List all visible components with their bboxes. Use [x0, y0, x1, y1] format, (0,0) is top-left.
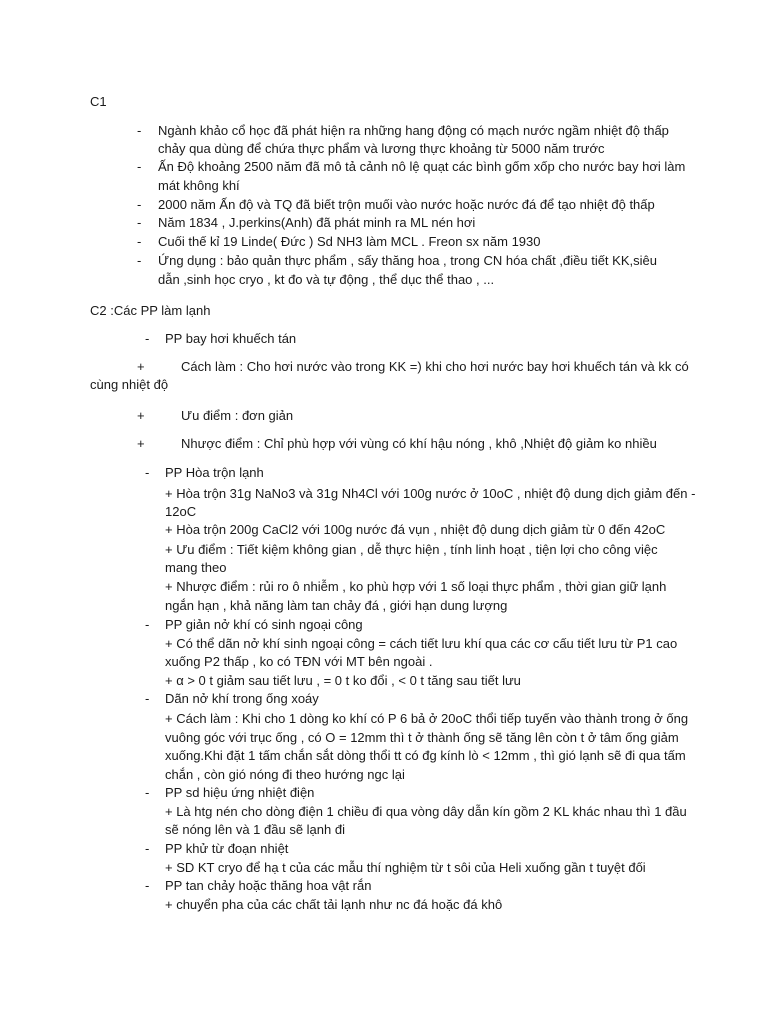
plus-marker: +: [137, 408, 145, 423]
method-line: + α > 0 t giảm sau tiết lưu , = 0 t ko đổi , < 0 t tăng sau tiết lưu: [165, 673, 521, 688]
bullet-marker: -: [145, 465, 150, 480]
method-line: + Ưu điểm : Tiết kiệm không gian , dễ thực hiện , tính linh hoạt , tiện lợi cho công việc: [165, 542, 658, 557]
c1-item-line: Năm 1834 , J.perkins(Anh) đã phát minh ra ML nén hơi: [158, 215, 476, 230]
bullet-marker: -: [137, 215, 142, 230]
c1-item-line: Ứng dụng : bảo quản thực phẩm , sấy thăng hoa , trong CN hóa chất ,điều tiết KK,siêu: [158, 253, 657, 268]
bullet-marker: -: [145, 878, 150, 893]
point-line: Cách làm : Cho hơi nước vào trong KK =) khi cho hơi nước bay hơi khuếch tán và kk có: [181, 359, 689, 374]
point-line: cùng nhiệt độ: [90, 377, 169, 392]
bullet-marker: -: [145, 617, 150, 632]
c1-item-line: Ấn Độ khoảng 2500 năm đã mô tả cảnh nô lệ quạt các bình gốm xốp cho nước bay hơi làm: [158, 159, 686, 174]
method-line: ngắn hạn , khả năng làm tan chảy đá , giới hạn dung lượng: [165, 598, 508, 613]
c1-item-line: dẫn ,sinh học cryo , kt đo và tự động , thể dục thể thao , ...: [158, 272, 495, 287]
bullet-marker: -: [145, 331, 150, 346]
method-line: vuông góc với trục ống , có O = 12mm thì t ở thành ống sẽ tăng lên còn t ở tâm ống giảm: [165, 730, 679, 745]
method-title: Dãn nở khí trong ống xoáy: [165, 691, 319, 706]
method-title: PP sd hiệu ứng nhiệt điện: [165, 785, 315, 800]
method-line: chắn , còn gió nóng đi theo hướng ngc lại: [165, 767, 405, 782]
method-line: + SD KT cryo để hạ t của các mẫu thí nghiệm từ t sôi của Heli xuống gần t tuyệt đối: [165, 860, 646, 875]
bullet-marker: -: [137, 234, 142, 249]
plus-marker: +: [137, 359, 145, 374]
bullet-marker: -: [137, 253, 142, 268]
method-line: + Hòa trộn 31g NaNo3 và 31g Nh4Cl với 100g nước ở 10oC , nhiệt độ dung dịch giảm đến -: [165, 486, 696, 501]
c1-item-line: mát không khí: [158, 178, 240, 193]
method-title: PP bay hơi khuếch tán: [165, 331, 297, 346]
bullet-marker: -: [145, 785, 150, 800]
c2-heading: C2 :Các PP làm lạnh: [90, 303, 211, 318]
bullet-marker: -: [145, 691, 150, 706]
method-line: + chuyển pha của các chất tải lạnh như nc đá hoặc đá khô: [165, 897, 503, 912]
method-line: mang theo: [165, 560, 227, 575]
c1-item-line: Ngành khảo cổ học đã phát hiện ra những hang động có mạch nước ngầm nhiệt độ thấp: [158, 123, 669, 138]
method-line: + Cách làm : Khi cho 1 dòng ko khí có P 6 bả ở 20oC thổi tiếp tuyến vào thành trong ở ống: [165, 711, 689, 726]
method-title: PP giản nở khí có sinh ngoại công: [165, 617, 363, 632]
method-line: sẽ nóng lên và 1 đầu sẽ lạnh đi: [165, 822, 345, 837]
method-line: 12oC: [165, 504, 197, 519]
bullet-marker: -: [145, 841, 150, 856]
method-line: + Nhược điểm : rủi ro ô nhiễm , ko phù hợp với 1 số loại thực phẩm , thời gian giữ lạnh: [165, 579, 667, 594]
method-line: xuống.Khi đặt 1 tấm chắn sắt dòng thổi tt có đg kính lò < 12mm , thì gió lạnh sẽ đi qua tấm: [165, 748, 686, 763]
method-line: + Hòa trộn 200g CaCl2 với 100g nước đá vụn , nhiệt độ dung dịch giảm từ 0 đến 42oC: [165, 522, 666, 537]
bullet-marker: -: [137, 123, 142, 138]
method-title: PP khử từ đoạn nhiệt: [165, 841, 289, 856]
method-title: PP tan chảy hoặc thăng hoa vật rắn: [165, 878, 372, 893]
c1-heading: C1: [90, 94, 107, 109]
c1-item-line: 2000 năm Ấn độ và TQ đã biết trộn muối vào nước hoặc nước đá để tạo nhiệt độ thấp: [158, 197, 655, 212]
point-line: Ưu điểm : đơn giản: [181, 408, 294, 423]
c1-item-line: Cuối thế kỉ 19 Linde( Đức ) Sd NH3 làm MCL . Freon sx năm 1930: [158, 234, 541, 249]
method-title: PP Hòa trộn lạnh: [165, 465, 264, 480]
c1-item-line: chảy qua dùng để chứa thực phẩm và lương thực khoảng từ 5000 năm trước: [158, 141, 605, 156]
method-line: + Là htg nén cho dòng điện 1 chiều đi qua vòng dây dẫn kín gồm 2 KL khác nhau thì 1 đầu: [165, 804, 687, 819]
point-line: Nhược điểm : Chỉ phù hợp với vùng có khí hậu nóng , khô ,Nhiệt độ giảm ko nhiều: [181, 436, 657, 451]
method-line: + Có thể dãn nở khí sinh ngoại công = cách tiết lưu khí qua các cơ cấu tiết lưu từ P1 cao: [165, 636, 678, 651]
method-line: xuống P2 thấp , ko có TĐN với MT bên ngoài .: [165, 654, 433, 669]
bullet-marker: -: [137, 197, 142, 212]
bullet-marker: -: [137, 159, 142, 174]
plus-marker: +: [137, 436, 145, 451]
